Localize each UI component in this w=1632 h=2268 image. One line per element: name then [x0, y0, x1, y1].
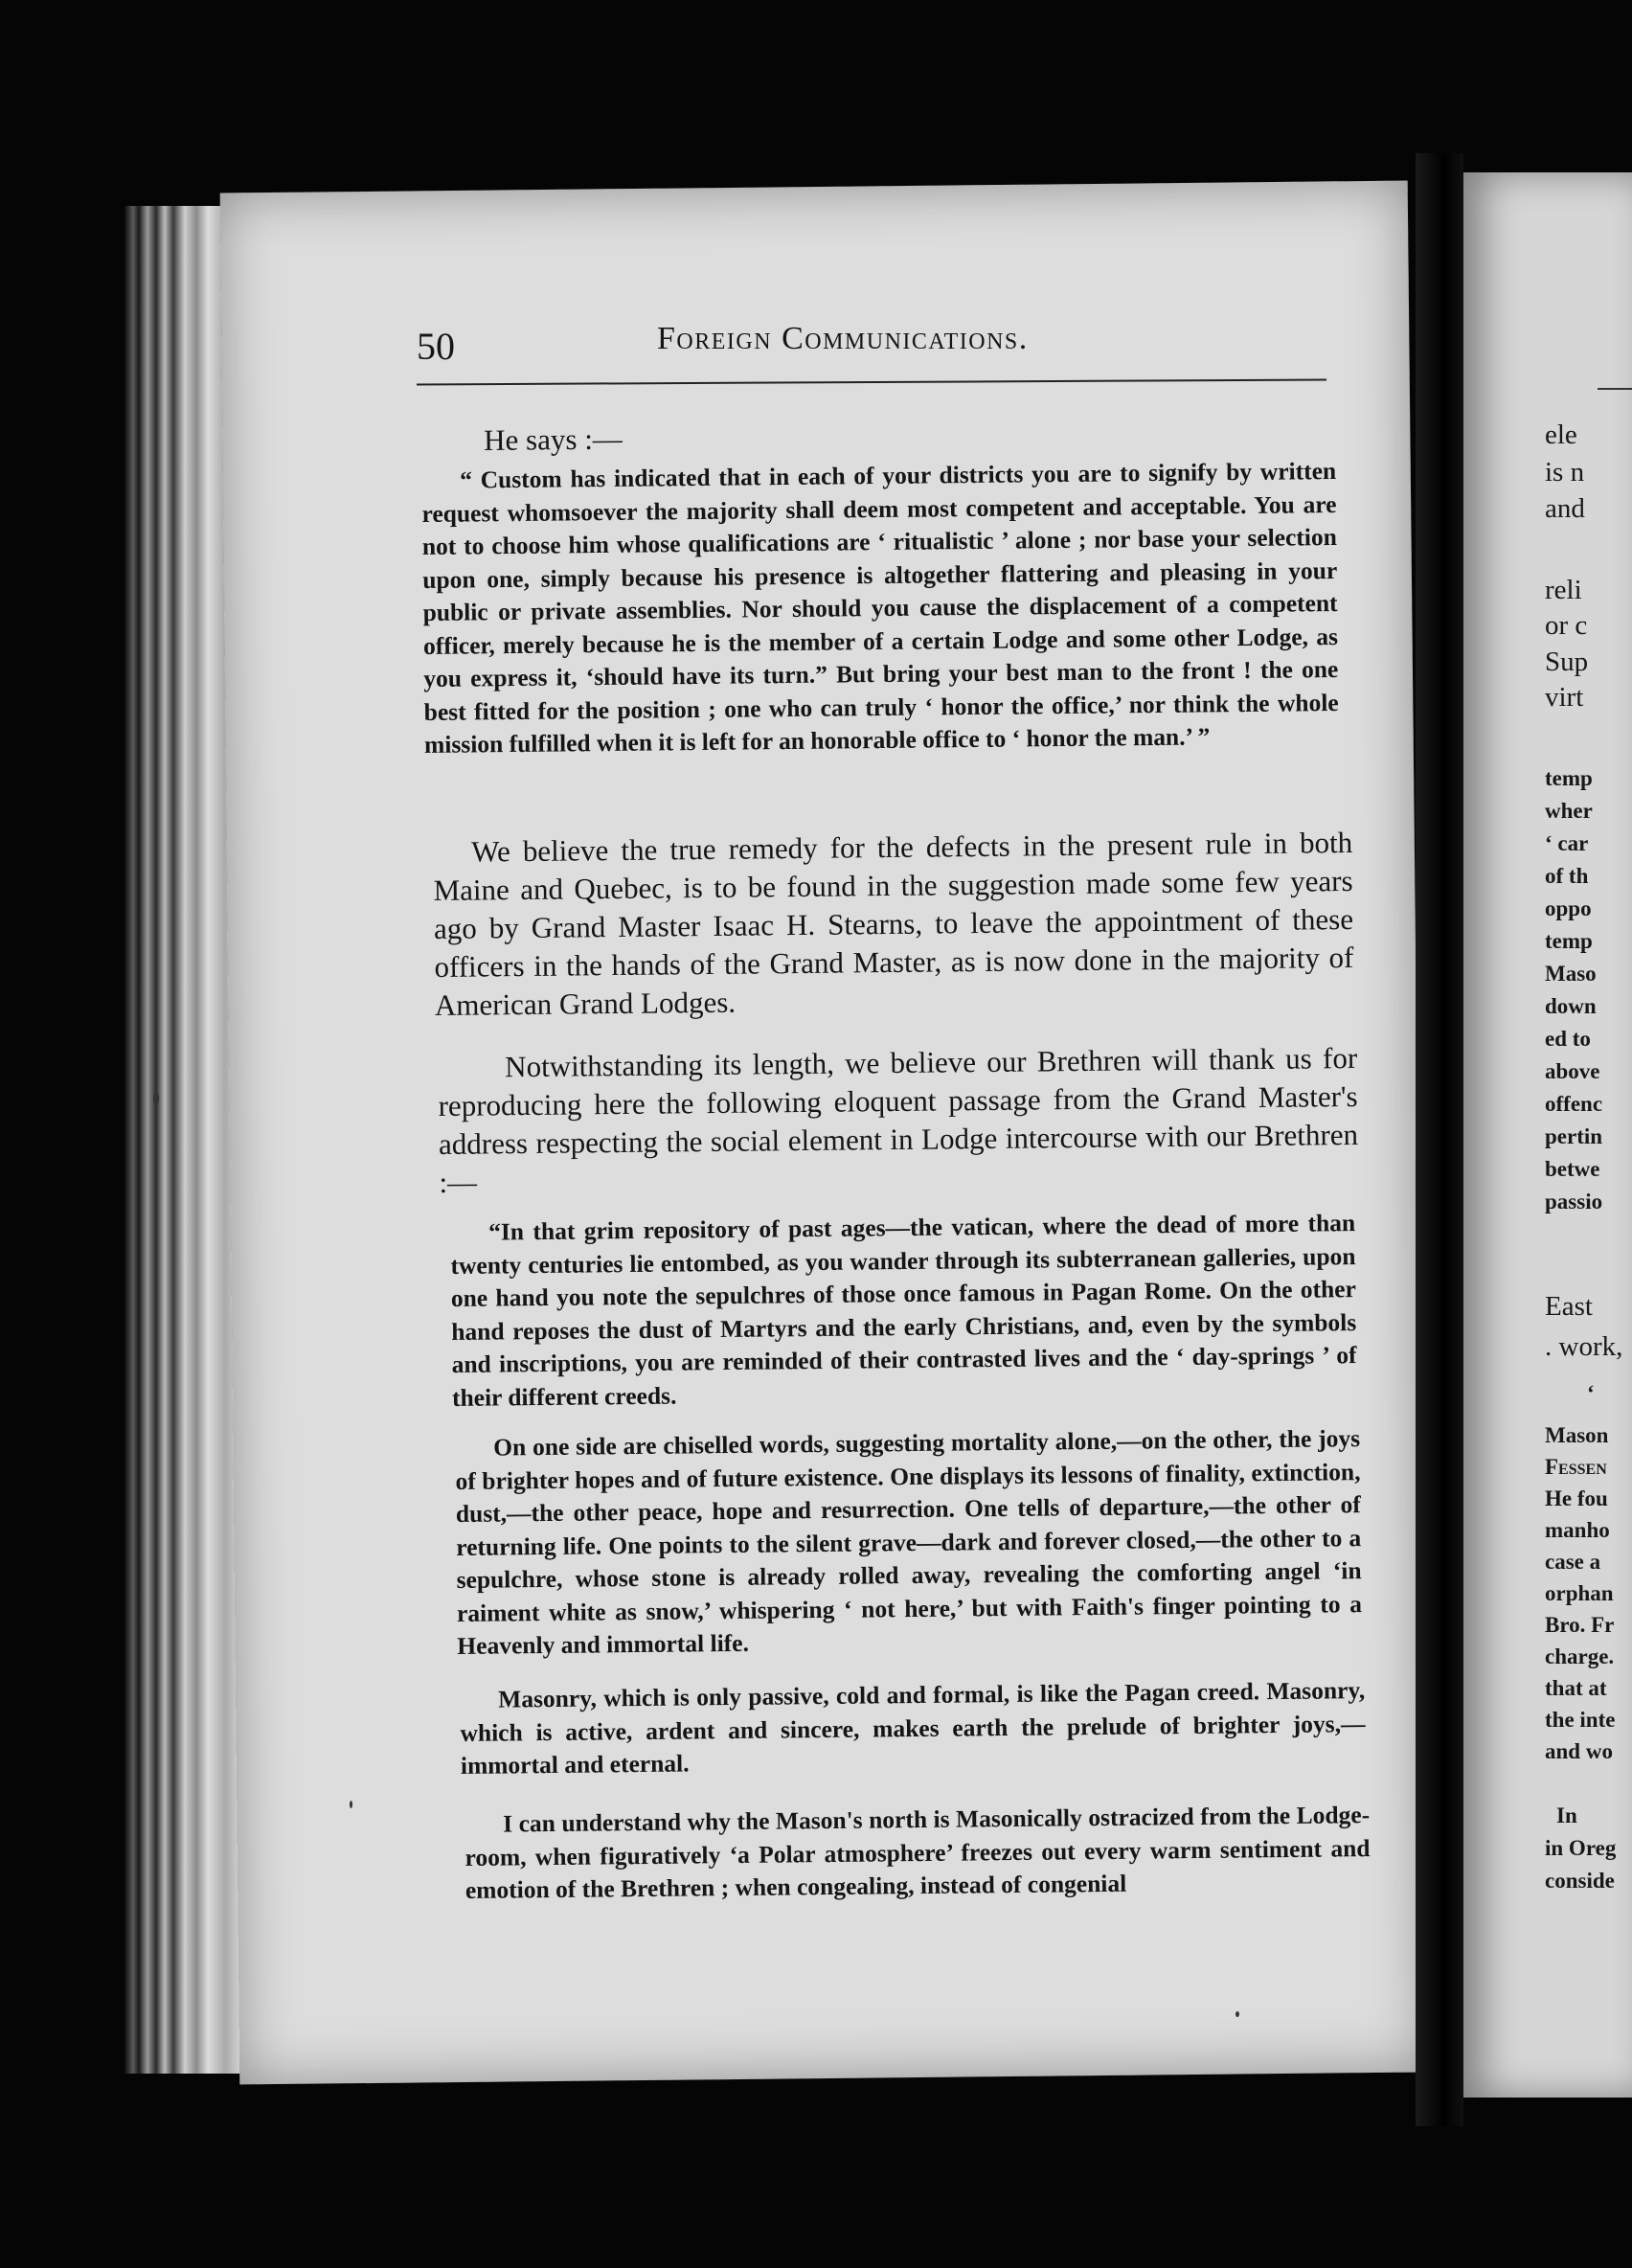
- book-gutter: [1416, 153, 1463, 2126]
- right-fragment: Maso: [1545, 962, 1597, 986]
- right-fragment: passio: [1545, 1190, 1603, 1213]
- right-fragment: temp: [1545, 766, 1593, 790]
- right-fragment: oppo: [1545, 896, 1592, 920]
- right-fragment: Sup: [1545, 646, 1589, 677]
- right-fragment: ed to: [1545, 1027, 1591, 1051]
- right-fragment: and: [1545, 493, 1585, 524]
- right-fragment: wher: [1545, 799, 1593, 823]
- right-fragment: or c: [1545, 610, 1588, 641]
- right-fragment: ‘: [1587, 1381, 1595, 1405]
- quoted-address-2-masonry: Masonry, which is only passive, cold and formal, is like the Pagan creed. Masonry, which is active, ardent and sincere, makes earth the prelude of brighter joys,—immortal and eternal.: [460, 1676, 1366, 1780]
- right-fragment: betwe: [1545, 1157, 1600, 1181]
- intro-line: He says :—: [484, 421, 623, 457]
- scan-speck: [1235, 2011, 1239, 2017]
- paragraph-notwithstanding: Notwithstanding its length, we believe our Brethren will thank us for reproducing here the following eloquent passage from the Grand Master's address respecting the social element in Lodge intercourse with our Brethren :—: [438, 1040, 1359, 1199]
- quoted-address-1: [421, 455, 1339, 761]
- right-fragment: virt: [1545, 682, 1584, 713]
- scan-speck: [153, 1092, 159, 1105]
- right-fragment: Mason: [1545, 1423, 1609, 1447]
- right-fragment: is n: [1545, 457, 1585, 488]
- right-fragment: conside: [1545, 1869, 1615, 1893]
- right-fragment: orphan: [1545, 1581, 1614, 1605]
- running-title: Foreign Communications.: [657, 321, 1029, 356]
- right-fragment: pertin: [1545, 1124, 1603, 1148]
- right-page-text-fragments: [1545, 0, 1632, 2268]
- right-fragment: . work,: [1545, 1331, 1623, 1362]
- scan-speck: [350, 1801, 352, 1808]
- right-fragment: offenc: [1545, 1092, 1603, 1116]
- right-fragment: charge.: [1545, 1644, 1615, 1668]
- right-fragment: reli: [1545, 575, 1582, 605]
- quote-1-text: “ Custom has indicated that in each of your districts you are to signify by written request whomsoever the majority shall deem most competent and acceptable. You are not to choose him whose qualifications are ‘ ritualistic ’ alone ; nor base your selection upon one, simply because his presence is altogether flattering and pleasing in your public or private assemblies. Nor should you cause the displacement of a competent officer, merely because he is the member of a certain Lodge and some other Lodge, as you express it, ‘should have its turn.” But bring your best man to the front ! the one best fitted for the position ; one who can truly ‘ honor the office,’ nor think the whole mission fulfilled when it is left for an honorable office to ‘ honor the man.’ ”: [421, 456, 1339, 759]
- right-fragment: In: [1556, 1803, 1577, 1827]
- right-fragment: He fou: [1545, 1486, 1608, 1510]
- right-fragment: of th: [1545, 864, 1589, 888]
- right-fragment: that at: [1545, 1676, 1607, 1700]
- right-fragment: Bro. Fr: [1545, 1613, 1615, 1637]
- paragraph-remedy: We believe the true remedy for the defects in the present rule in both Maine and Quebec, is to be found in the suggestion made some few years ago by Grand Master Isaac H. Stearns, to leave the appointment of these officers in the hands of the Grand Master, as is now done in the majority of American Grand Lodges.: [433, 825, 1354, 1022]
- right-fragment: and wo: [1545, 1739, 1613, 1763]
- quoted-address-2-chiselled-words: On one side are chiselled words, suggesting mortality alone,—on the other, the joys of brighter hopes and of future existence. One displays its lessons of finality, extinction, dust,—the other peace, hope and resurrection. One tells of departure,—the other of returning life. One points to the silent grave—dark and forever closed,—the other to a sepulchre, whose stone is already rolled away, revealing the comforting angel ‘in raiment white as snow,’ whispering ‘ not here,’ but with Faith's finger pointing to a Heavenly and immortal life.: [455, 1424, 1363, 1660]
- right-fragment: ele: [1545, 420, 1577, 450]
- page-number: 50: [417, 325, 455, 368]
- right-fragment: case a: [1545, 1550, 1601, 1574]
- quoted-address-2-vatican: “In that grim repository of past ages—the vatican, where the dead of more than twenty centuries lie entombed, as you wander through its subterranean galleries, upon one hand you note the sepulchres of those once famous in Pagan Rome. On the other hand reposes the dust of Martyrs and the early Christians, and, even by the symbols and inscriptions, you are reminded of their contrasted lives and the ‘ day-springs ’ of their different creeds.: [450, 1209, 1357, 1412]
- right-fragment: Fessen: [1545, 1455, 1607, 1479]
- right-fragment: in Oreg: [1545, 1836, 1617, 1860]
- right-fragment: manho: [1545, 1518, 1610, 1542]
- right-fragment: East: [1545, 1291, 1593, 1322]
- right-fragment: temp: [1545, 929, 1593, 953]
- right-fragment: the inte: [1545, 1708, 1616, 1732]
- right-fragment: ‘ car: [1545, 831, 1589, 855]
- right-fragment: above: [1545, 1059, 1600, 1083]
- right-fragment: down: [1545, 994, 1597, 1018]
- quoted-address-2-polar: I can understand why the Mason's north is Masonically ostracized from the Lodge-room, when figuratively ‘a Polar atmosphere’ freezes out every warm sentiment and emotion of the Brethren ; when congealing, instead of congenial: [465, 1801, 1371, 1904]
